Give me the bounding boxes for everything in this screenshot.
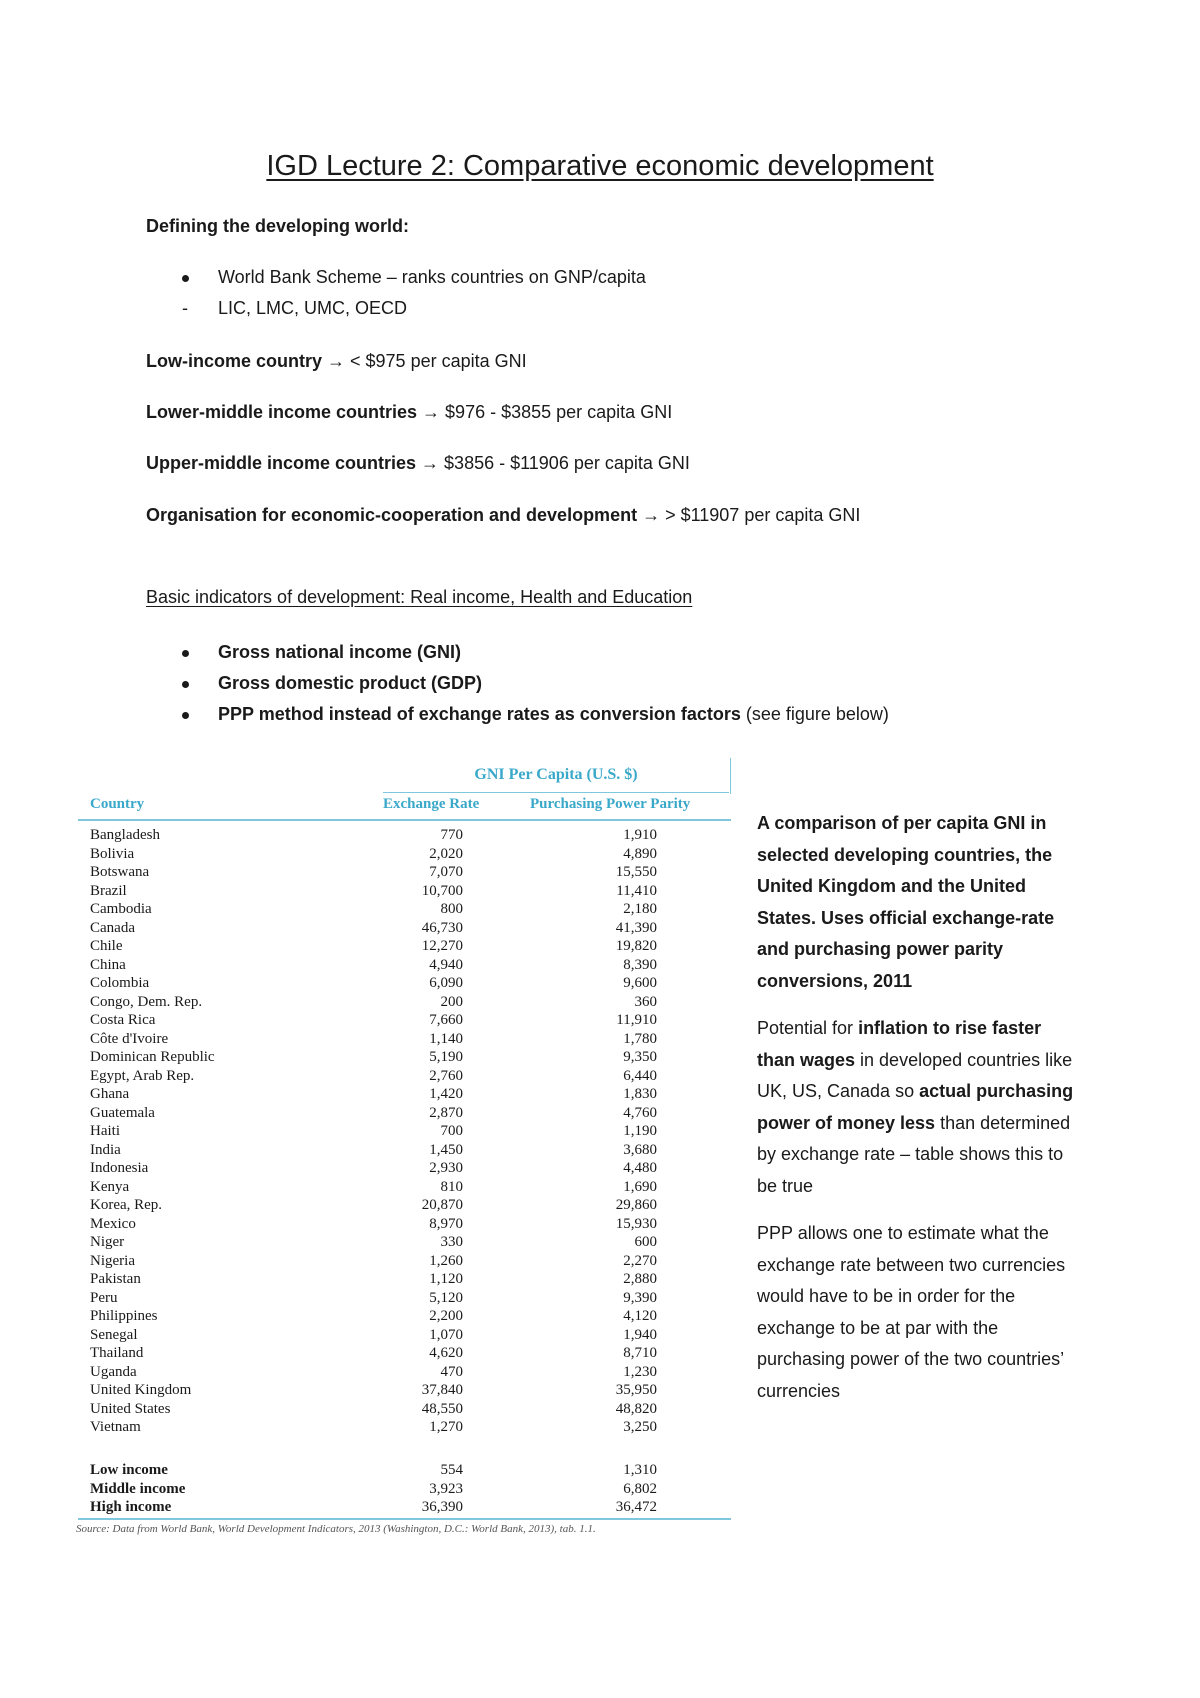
ppp-cell: 2,180 [623, 901, 657, 917]
column-header-ppp: Purchasing Power Parity [530, 796, 691, 812]
table-row [78, 993, 731, 1012]
country-cell: Vietnam [90, 1419, 141, 1435]
exchange-rate-cell: 4,620 [429, 1345, 463, 1361]
table-row [78, 900, 731, 919]
table-bottom-rule [78, 1518, 731, 1520]
exchange-rate-cell: 1,260 [429, 1252, 463, 1269]
ppp-cell: 1,690 [623, 1178, 657, 1195]
country-cell: Middle income [90, 1480, 186, 1497]
table-row [78, 1141, 731, 1160]
world-bank-list [182, 262, 646, 324]
exchange-rate-cell: 37,840 [421, 1382, 463, 1398]
body-text: than determined by exchange rate – table shows this to be true [757, 1112, 1071, 1196]
body-text: in developed countries like UK, US, Canada so [757, 1049, 1073, 1101]
income-group-range: $3856 - $11906 per capita GNI [439, 453, 690, 473]
table-row [78, 1498, 731, 1517]
ppp-cell: 3,680 [623, 1141, 657, 1158]
income-group-label: Organisation for economic-cooperation and development → [146, 505, 661, 525]
ppp-cell: 3,250 [623, 1419, 657, 1435]
table-row [78, 1196, 731, 1215]
ppp-cell: 4,120 [623, 1308, 657, 1324]
table-row [78, 937, 731, 956]
ppp-cell: 8,390 [623, 956, 657, 973]
exchange-rate-cell: 1,120 [429, 1271, 463, 1287]
list-item [182, 637, 889, 668]
table-row [78, 1344, 731, 1363]
emphasis-text: inflation to rise faster than wages [757, 1018, 1042, 1070]
income-group-label: Upper-middle income countries → [146, 453, 440, 473]
table-row [78, 1326, 731, 1345]
country-cell: Senegal [90, 1326, 138, 1343]
table-row [78, 1178, 731, 1197]
table-row [78, 1011, 731, 1030]
ppp-cell: 360 [634, 993, 657, 1010]
exchange-rate-cell: 554 [440, 1462, 463, 1478]
exchange-rate-cell: 20,870 [421, 1197, 463, 1213]
table-row [78, 1307, 731, 1326]
exchange-rate-cell: 200 [440, 993, 463, 1010]
column-header-exchange-rate: Exchange Rate [383, 796, 480, 812]
ppp-cell: 1,940 [623, 1326, 657, 1343]
column-header-country: Country [90, 796, 145, 812]
section-heading-indicators: Basic indicators of development: Real income, Health and Education [146, 587, 693, 607]
ppp-cell: 4,760 [623, 1104, 657, 1121]
exchange-rate-cell: 4,940 [429, 956, 463, 973]
exchange-rate-cell: 7,070 [429, 864, 463, 880]
exchange-rate-cell: 1,420 [429, 1086, 463, 1102]
table-row [78, 1159, 731, 1178]
bullet-icon [182, 637, 189, 668]
ppp-cell: 9,600 [623, 975, 657, 991]
table-row [78, 826, 731, 845]
table-row [78, 956, 731, 975]
country-cell: Guatemala [90, 1104, 155, 1121]
country-cell: Botswana [90, 864, 150, 880]
list-item-text: Gross national income (GNI) [218, 642, 462, 662]
country-cell: Mexico [90, 1215, 136, 1232]
bullet-icon [182, 668, 189, 699]
income-group-label: Low-income country → [146, 351, 346, 371]
country-cell: Dominican Republic [90, 1049, 215, 1065]
table-row [78, 1030, 731, 1049]
country-cell: China [90, 956, 126, 973]
ppp-cell: 9,390 [623, 1289, 657, 1306]
ppp-cell: 1,230 [623, 1363, 657, 1380]
country-cell: Congo, Dem. Rep. [90, 993, 203, 1010]
list-item-text: LIC, LMC, UMC, OECD [218, 298, 408, 318]
exchange-rate-cell: 8,970 [429, 1215, 463, 1232]
exchange-rate-cell: 810 [440, 1178, 463, 1195]
country-cell: Canada [90, 919, 135, 936]
country-cell: Egypt, Arab Rep. [90, 1067, 195, 1084]
country-cell: Thailand [90, 1345, 144, 1361]
ppp-cell: 41,390 [615, 919, 657, 936]
emphasis-text: actual purchasing power of money less [757, 1081, 1074, 1133]
country-cell: Nigeria [90, 1252, 135, 1269]
income-group-range: $976 - $3855 per capita GNI [440, 402, 673, 422]
exchange-rate-cell: 48,550 [421, 1400, 463, 1417]
section-heading-defining: Defining the developing world: [146, 216, 409, 236]
list-item [182, 262, 646, 293]
income-group-line [146, 402, 672, 423]
country-cell: Chile [90, 938, 123, 954]
ppp-cell: 19,820 [615, 938, 657, 954]
income-group-label: Lower-middle income countries → [146, 402, 441, 422]
country-cell: India [90, 1141, 121, 1158]
table-row [78, 1480, 731, 1499]
table-row [78, 1104, 731, 1123]
country-cell: Indonesia [90, 1160, 149, 1176]
country-cell: Brazil [90, 882, 127, 899]
exchange-rate-cell: 2,870 [429, 1104, 463, 1121]
exchange-rate-cell: 1,070 [429, 1326, 463, 1343]
income-group-range: > $11907 per capita GNI [660, 505, 861, 525]
ppp-cell: 48,820 [615, 1400, 657, 1417]
table-row [78, 1461, 731, 1480]
country-cell: Peru [90, 1289, 118, 1306]
ppp-cell: 1,310 [623, 1462, 657, 1478]
side-notes [757, 808, 1077, 1423]
dash-marker: - [182, 298, 188, 318]
table-row [78, 1233, 731, 1252]
ppp-cell: 6,802 [623, 1480, 657, 1497]
inflation-note [757, 1013, 1077, 1202]
exchange-rate-cell: 2,020 [429, 845, 463, 862]
exchange-rate-cell: 7,660 [429, 1012, 463, 1028]
exchange-rate-cell: 770 [440, 827, 463, 843]
table-column-headers [78, 793, 731, 821]
list-item [182, 668, 889, 699]
country-cell: Côte d'Ivoire [90, 1030, 169, 1047]
exchange-rate-cell: 700 [440, 1123, 463, 1139]
country-cell: Pakistan [90, 1271, 141, 1287]
exchange-rate-cell: 12,270 [421, 938, 463, 954]
ppp-cell: 1,190 [623, 1123, 657, 1139]
table-row [78, 1215, 731, 1234]
table-row [78, 1363, 731, 1382]
list-item [182, 293, 646, 324]
list-item-text: PPP method instead of exchange rates as conversion factors [218, 704, 741, 724]
ppp-cell: 15,550 [615, 864, 657, 880]
country-cell: Bangladesh [90, 827, 160, 843]
exchange-rate-cell: 470 [440, 1363, 463, 1380]
table-row [78, 1048, 731, 1067]
ppp-cell: 15,930 [615, 1215, 657, 1232]
table-group-header: GNI Per Capita (U.S. $) [383, 766, 729, 793]
country-cell: Uganda [90, 1363, 137, 1380]
country-cell: Ghana [90, 1086, 130, 1102]
exchange-rate-cell: 2,760 [429, 1067, 463, 1084]
table-caption: A comparison of per capita GNI in selected developing countries, the United Kingdom and the United States. Uses official exchange-rate and purchasing power parity conversions, 2011 [757, 813, 1055, 991]
list-item [182, 699, 889, 730]
body-text: Potential for [757, 1018, 859, 1038]
ppp-cell: 2,880 [623, 1271, 657, 1287]
table-row [78, 1400, 731, 1419]
ppp-cell: 1,830 [623, 1086, 657, 1102]
country-cell: Philippines [90, 1308, 158, 1324]
exchange-rate-cell: 2,200 [429, 1308, 463, 1324]
exchange-rate-cell: 46,730 [421, 919, 463, 936]
ppp-note: PPP allows one to estimate what the exchange rate between two currencies would have to be in order for the exchange to be at par with the purchasing power of the two countries’ currencies [757, 1223, 1066, 1401]
table-row [78, 1122, 731, 1141]
ppp-cell: 2,270 [623, 1252, 657, 1269]
ppp-cell: 29,860 [615, 1197, 657, 1213]
table-row [78, 919, 731, 938]
country-cell: United States [90, 1400, 171, 1417]
table-row [78, 1252, 731, 1271]
table-row [78, 1085, 731, 1104]
table-row [78, 882, 731, 901]
income-group-line [146, 351, 527, 372]
country-cell: Cambodia [90, 901, 152, 917]
country-cell: United Kingdom [90, 1382, 192, 1398]
exchange-rate-cell: 1,450 [429, 1141, 463, 1158]
exchange-rate-cell: 1,270 [429, 1419, 463, 1435]
exchange-rate-cell: 800 [440, 901, 463, 917]
ppp-cell: 4,890 [623, 845, 657, 862]
table-body [78, 826, 731, 1437]
ppp-cell: 6,440 [623, 1067, 657, 1084]
ppp-cell: 11,910 [616, 1012, 657, 1028]
income-group-line [146, 505, 860, 526]
ppp-cell: 1,780 [623, 1030, 657, 1047]
exchange-rate-cell: 5,190 [429, 1049, 463, 1065]
country-cell: Bolivia [90, 845, 135, 862]
table-row [78, 1289, 731, 1308]
list-item-note: (see figure below) [740, 704, 889, 724]
bullet-icon [182, 699, 189, 730]
exchange-rate-cell: 2,930 [429, 1160, 463, 1176]
table-row [78, 863, 731, 882]
table-row [78, 845, 731, 864]
country-cell: High income [90, 1499, 172, 1515]
ppp-cell: 8,710 [623, 1345, 657, 1361]
ppp-cell: 4,480 [623, 1160, 657, 1176]
exchange-rate-cell: 36,390 [421, 1499, 463, 1515]
ppp-cell: 35,950 [615, 1382, 657, 1398]
country-cell: Haiti [90, 1123, 120, 1139]
ppp-cell: 9,350 [623, 1049, 657, 1065]
ppp-cell: 1,910 [623, 827, 657, 843]
exchange-rate-cell: 6,090 [429, 975, 463, 991]
country-cell: Low income [90, 1462, 168, 1478]
exchange-rate-cell: 5,120 [429, 1289, 463, 1306]
table-row [78, 974, 731, 993]
exchange-rate-cell: 3,923 [429, 1480, 463, 1497]
table-summary [78, 1461, 731, 1517]
bullet-icon [182, 262, 189, 293]
income-group-line [146, 453, 690, 474]
table-row [78, 1270, 731, 1289]
country-cell: Costa Rica [90, 1012, 156, 1028]
exchange-rate-cell: 330 [440, 1234, 463, 1250]
ppp-cell: 36,472 [615, 1499, 657, 1515]
income-group-range: < $975 per capita GNI [345, 351, 527, 371]
table-row [78, 1418, 731, 1437]
list-item-text: World Bank Scheme – ranks countries on GNP/capita [218, 267, 646, 287]
list-item-text: Gross domestic product (GDP) [218, 673, 483, 693]
exchange-rate-cell: 1,140 [429, 1030, 463, 1047]
ppp-cell: 11,410 [616, 882, 657, 899]
ppp-cell: 600 [634, 1234, 657, 1250]
country-cell: Korea, Rep. [90, 1197, 163, 1213]
country-cell: Niger [90, 1234, 125, 1250]
table-row [78, 1067, 731, 1086]
page-title: IGD Lecture 2: Comparative economic development [266, 150, 934, 182]
indicator-list [182, 637, 889, 730]
exchange-rate-cell: 10,700 [421, 882, 463, 899]
country-cell: Kenya [90, 1178, 130, 1195]
table-source: Source: Data from World Bank, World Development Indicators, 2013 (Washington, D.C.: World Bank, 2013), tab. 1.1. [76, 1523, 596, 1535]
country-cell: Colombia [90, 975, 150, 991]
table-row [78, 1381, 731, 1400]
